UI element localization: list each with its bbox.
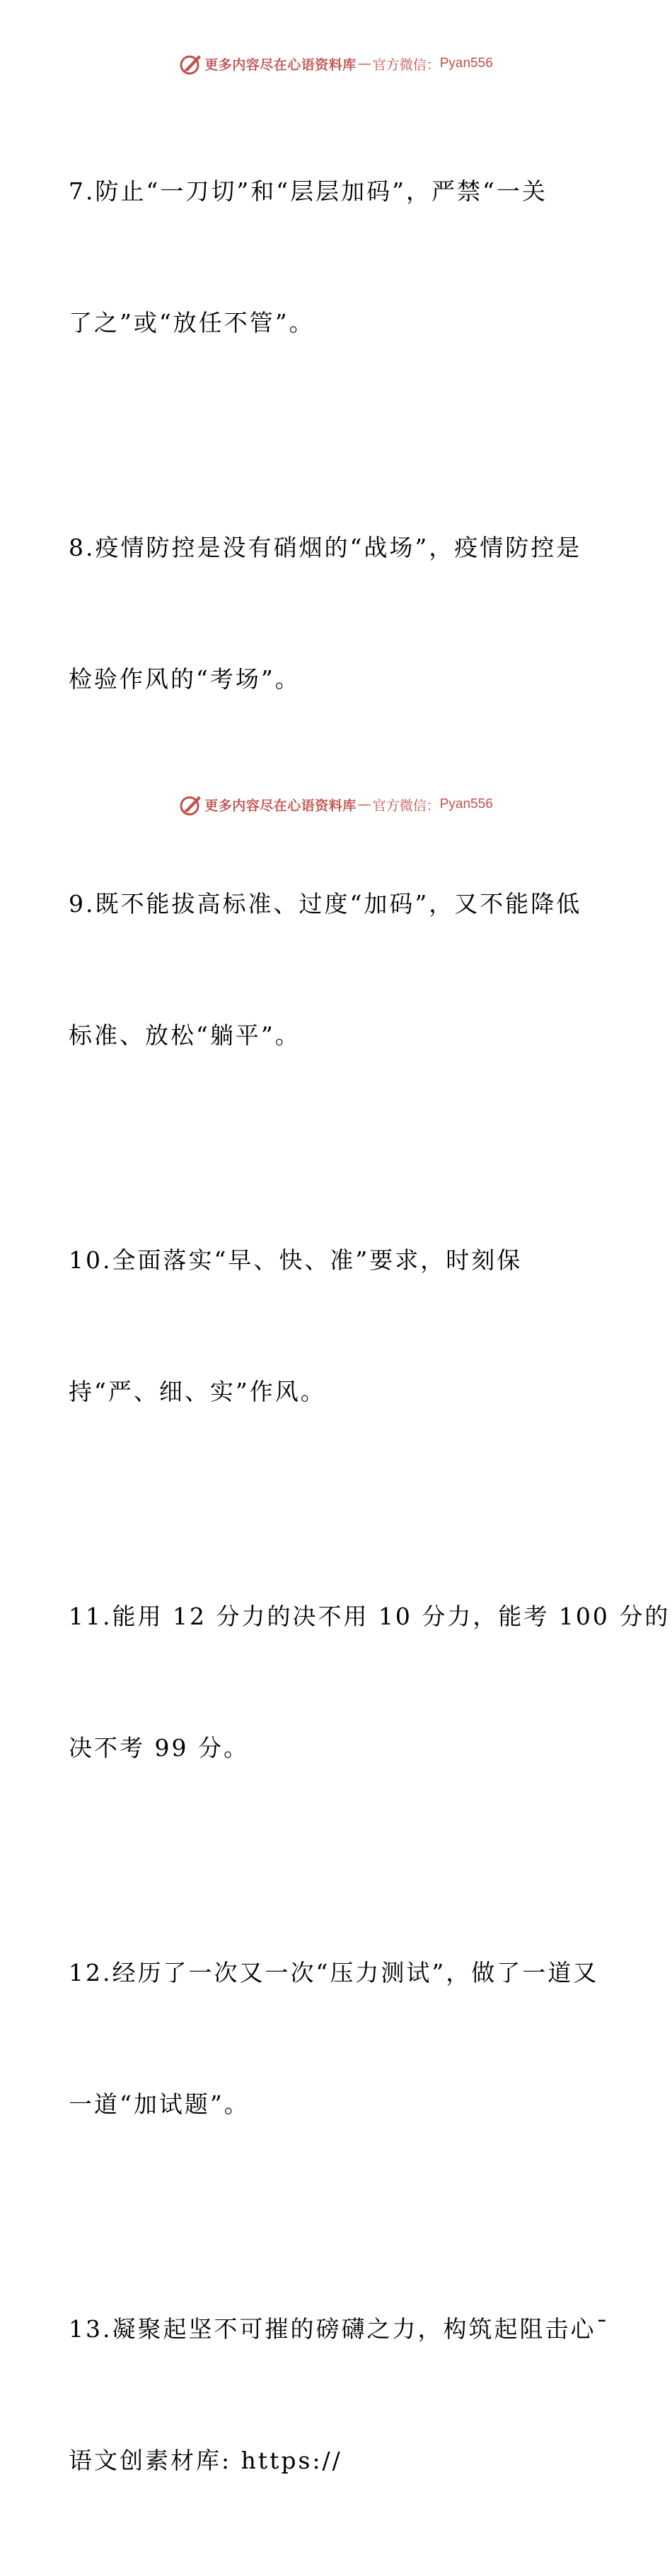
watermark-dash: —: [357, 56, 371, 71]
watermark-sub-text: 官方微信：: [372, 797, 440, 814]
quill-logo-icon: [179, 792, 203, 816]
list-item: [69, 2220, 610, 2570]
item-line: 9.既不能拔高标准、过度“加码”，又不能降低: [69, 890, 582, 918]
list-item: [69, 438, 606, 789]
item-line: 13.凝聚起坚不可摧的磅礴之力，构筑起阻击心¯: [69, 2315, 610, 2343]
item-line: 11.能用 12 分力的决不用 10 分力，能考 100 分的: [69, 1603, 671, 1630]
watermark-main-text: 更多内容尽在心语资料库: [204, 57, 357, 73]
footer-watermark: [0, 790, 672, 819]
item-line: 10.全面落实“早、快、准”要求，时刻保: [69, 1246, 523, 1274]
item-line: 持“严、细、实”作风。: [69, 1378, 326, 1405]
item-line: 8.疫情防控是没有硝烟的“战场”，疫情防控是: [69, 534, 582, 561]
watermark-dash: —: [357, 797, 371, 812]
item-line: 7.防止“一刀切”和“层层加码”，严禁“一关: [69, 177, 548, 205]
quill-logo-icon: [179, 52, 203, 76]
list-item: [69, 795, 606, 1145]
item-line: 12.经历了一次又一次“压力测试”，做了一道又: [69, 1959, 599, 1986]
item-line: 标准、放松“躺平”。: [69, 1021, 301, 1049]
watermark-sub-text: 官方微信：: [372, 57, 440, 73]
list-item: [69, 1507, 671, 1858]
watermark-id: Pyan556: [439, 56, 493, 71]
item-line: 语文创素材库: https://: [69, 2447, 342, 2474]
document-body: [69, 82, 671, 2576]
list-item: [69, 82, 606, 433]
list-item: [69, 1863, 606, 2214]
item-line: 决不考 99 分。: [69, 1734, 249, 1762]
watermark-id: Pyan556: [439, 797, 493, 812]
watermark-main-text: 更多内容尽在心语资料库: [204, 797, 357, 814]
item-line: 一道“加试题”。: [69, 2090, 250, 2118]
list-item: [69, 1151, 606, 1501]
header-watermark: [0, 49, 672, 78]
item-line: 检验作风的“考场”。: [69, 665, 301, 693]
item-line: 了之”或“放任不管”。: [69, 309, 315, 336]
